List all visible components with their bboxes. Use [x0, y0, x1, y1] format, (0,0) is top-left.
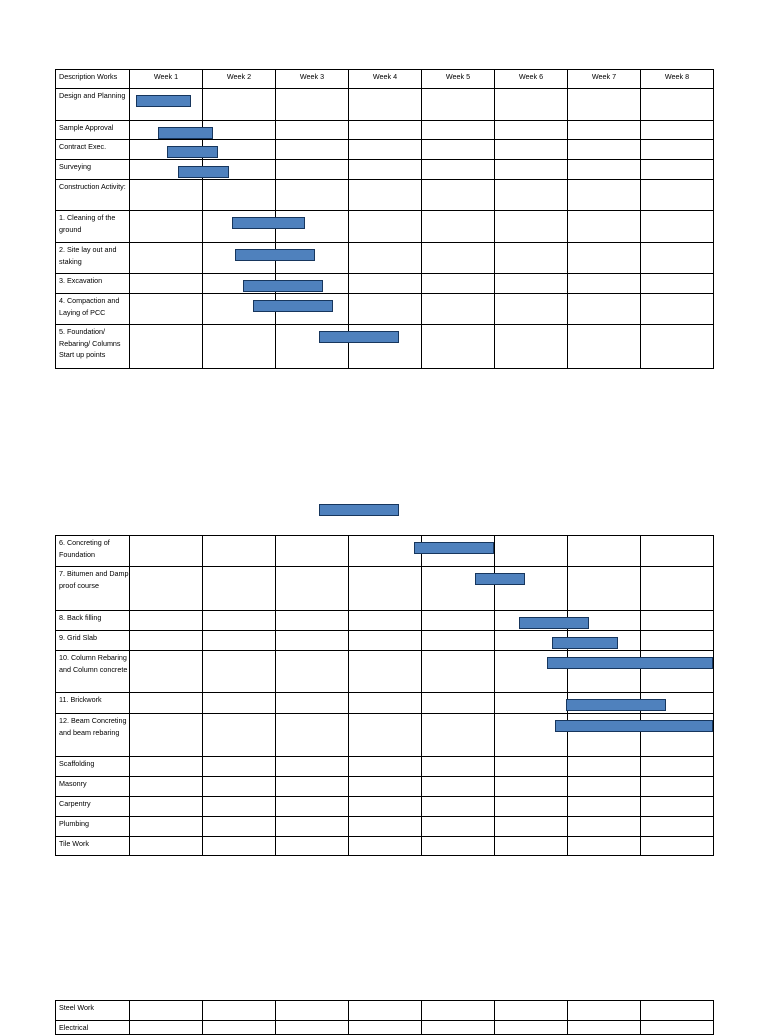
table-row — [56, 243, 714, 274]
gantt-bar-continuation — [319, 504, 399, 516]
row-label: Design and Planning — [56, 89, 130, 121]
header-week-8: Week 8 — [641, 70, 714, 89]
row-label: 6. Concreting of Foundation — [56, 536, 130, 567]
table-row — [56, 536, 714, 567]
table-row — [56, 567, 714, 611]
table-row — [56, 837, 714, 856]
row-label: 3. Excavation — [56, 274, 130, 294]
row-label: 5. Foundation/ Rebaring/ Columns Start up points — [56, 325, 130, 369]
row-label: Plumbing — [56, 817, 130, 837]
row-label: Construction Activity: — [56, 180, 130, 211]
gantt-table-2 — [55, 535, 714, 856]
table-row — [56, 121, 714, 140]
header-week-4: Week 4 — [349, 70, 422, 89]
table-row — [56, 651, 714, 693]
row-label: 10. Column Rebaring and Column concrete — [56, 651, 130, 693]
row-label: 2. Site lay out and staking — [56, 243, 130, 274]
row-label: 12. Beam Concreting and beam rebaring — [56, 714, 130, 757]
header-row — [56, 70, 714, 89]
row-label: 7. Bitumen and Damp proof course — [56, 567, 130, 611]
header-week-5: Week 5 — [422, 70, 495, 89]
row-label: Masonry — [56, 777, 130, 797]
table-row — [56, 797, 714, 817]
table-row — [56, 160, 714, 180]
header-week-6: Week 6 — [495, 70, 568, 89]
table-row — [56, 611, 714, 631]
table-row — [56, 693, 714, 714]
table-row — [56, 631, 714, 651]
table-row — [56, 714, 714, 757]
table-row — [56, 274, 714, 294]
table-row — [56, 211, 714, 243]
table-row — [56, 757, 714, 777]
header-week-2: Week 2 — [203, 70, 276, 89]
row-label: Steel Work — [56, 1001, 130, 1021]
gantt-table-3 — [55, 1000, 714, 1035]
table-row — [56, 777, 714, 797]
row-label: Tile Work — [56, 837, 130, 856]
row-label: Carpentry — [56, 797, 130, 817]
row-label: 1. Cleaning of the ground — [56, 211, 130, 243]
table-row — [56, 817, 714, 837]
row-label: Electrical — [56, 1021, 130, 1035]
header-description: Description Works — [56, 70, 130, 89]
table-row — [56, 140, 714, 160]
header-week-7: Week 7 — [568, 70, 641, 89]
row-label: Scaffolding — [56, 757, 130, 777]
row-label: 8. Back filling — [56, 611, 130, 631]
table-row — [56, 1001, 714, 1021]
row-label: Surveying — [56, 160, 130, 180]
row-label: 4. Compaction and Laying of PCC — [56, 294, 130, 325]
table-row — [56, 180, 714, 211]
table-row — [56, 1021, 714, 1035]
row-label: Sample Approval — [56, 121, 130, 140]
row-label: Contract Exec. — [56, 140, 130, 160]
table-row — [56, 325, 714, 369]
header-week-1: Week 1 — [130, 70, 203, 89]
table-row — [56, 89, 714, 121]
row-label: 9. Grid Slab — [56, 631, 130, 651]
gantt-table-1 — [55, 69, 714, 369]
row-label: 11. Brickwork — [56, 693, 130, 714]
header-week-3: Week 3 — [276, 70, 349, 89]
table-row — [56, 294, 714, 325]
